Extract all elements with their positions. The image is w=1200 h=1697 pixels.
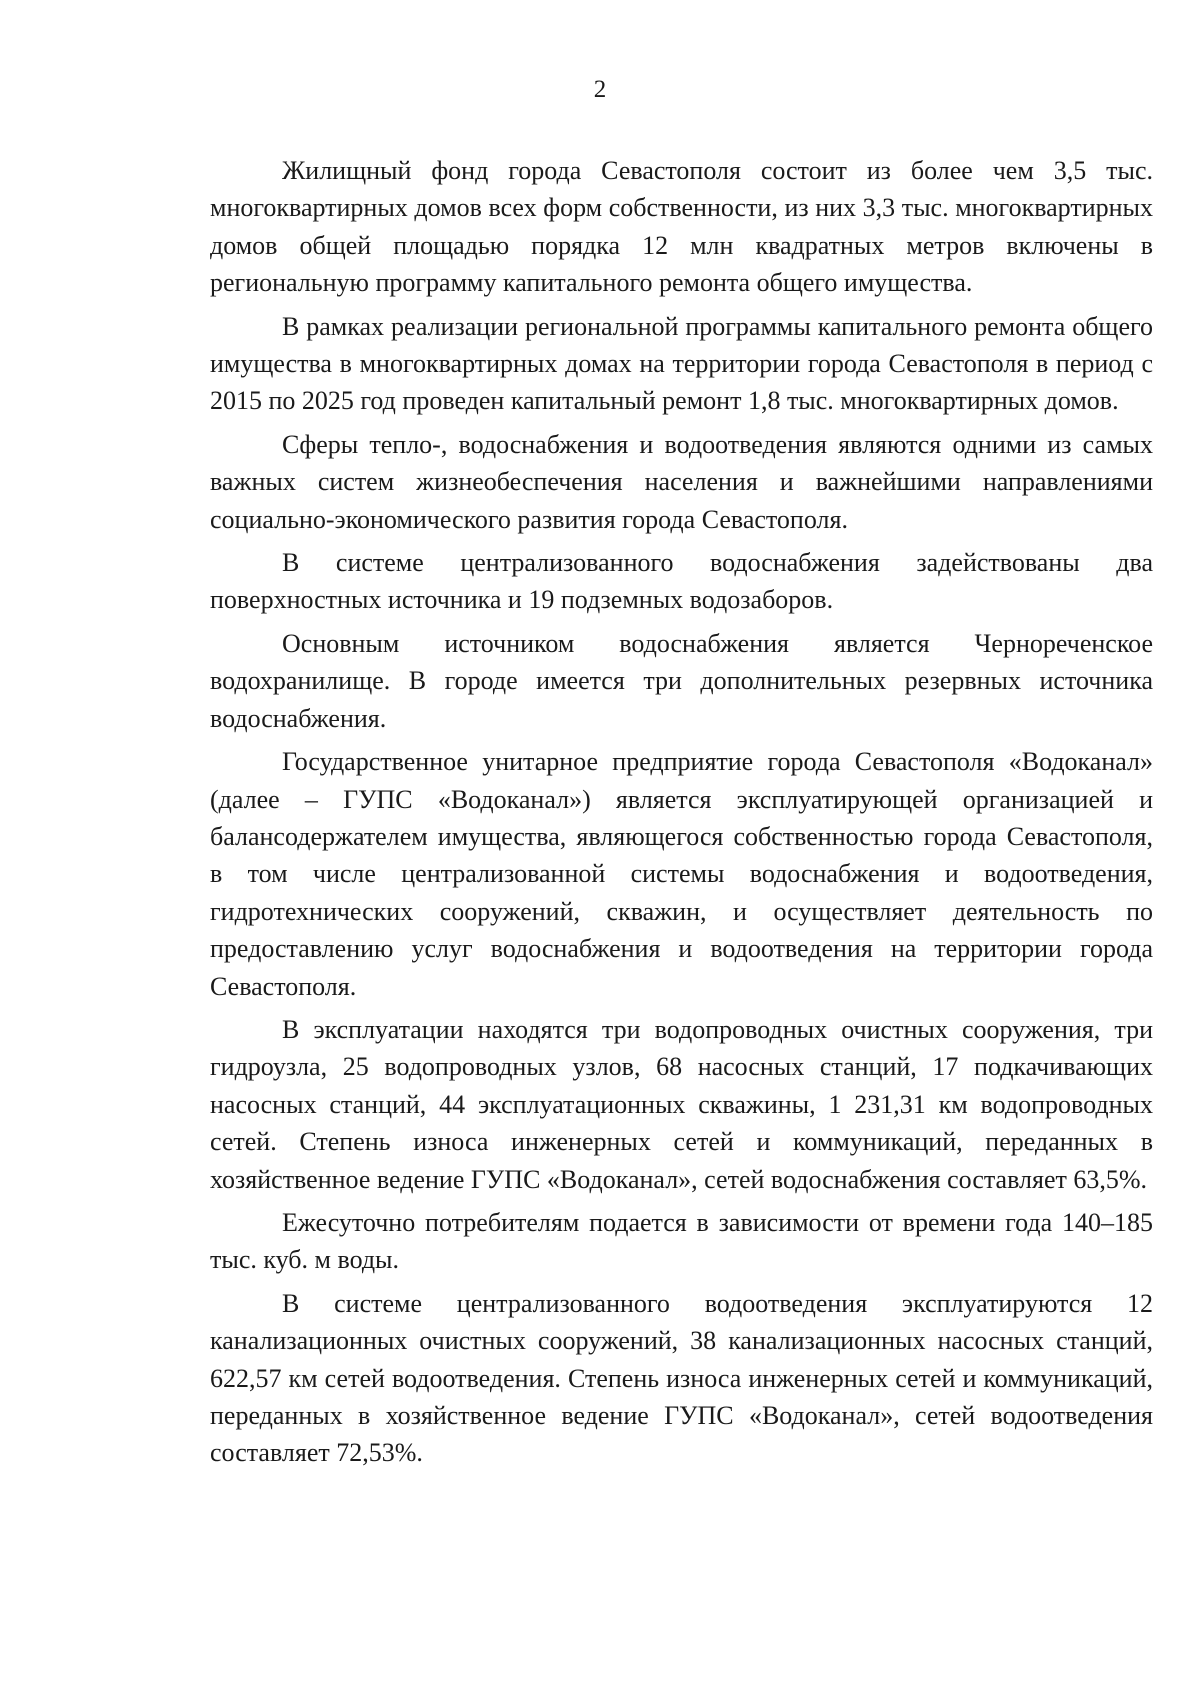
- paragraph-sewerage: В системе централизованного водоотведения эксплуатируются 12 канализационных очистных сооружений, 38 канализационных насосных станций, 622,57 км сетей водоотведения. Степень износа инженерных сетей и коммуникаций, переданных в хозяйственное ведение ГУПС «Водоканал», сетей водоотведения составляет 72,53%.: [210, 1288, 1153, 1468]
- paragraph-capital-repair: В рамках реализации региональной программы капитального ремонта общего имущества в многоквартирных домах на территории города Севастополя в период с 2015 по 2025 год проведен капитальный ремонт 1,8 тыс. многоквартирных домов.: [210, 311, 1153, 416]
- paragraph-utilities-spheres: Сферы тепло-, водоснабжения и водоотведения являются одними из самых важных систем жизнеобеспечения населения и важнейшими направлениями социально-экономического развития города Севастополя.: [210, 429, 1153, 534]
- paragraph-daily-supply: Ежесуточно потребителям подается в зависимости от времени года 140–185 тыс. куб. м воды.: [210, 1207, 1153, 1275]
- page-number: 2: [593, 76, 607, 103]
- paragraph-housing-fund: Жилищный фонд города Севастополя состоит из более чем 3,5 тыс. многоквартирных домов всех форм собственности, из них 3,3 тыс. многоквартирных домов общей площадью порядка 12 млн квадратных метров включены в региональную программу капитального ремонта общего имущества.: [210, 156, 1153, 298]
- paragraph-vodokanal: Государственное унитарное предприятие города Севастополя «Водоканал» (далее – ГУПС «Водоканал») является эксплуатирующей организацией и балансодержателем имущества, являющегося собственностью города Севастополя, в том числе централизованной системы водоснабжения и водоотведения, гидротехнических сооружений, скважин, и осуществляет деятельность по предоставлению услуг водоснабжения и водоотведения на территории города Севастополя.: [210, 747, 1153, 1001]
- document-body: [210, 152, 1153, 1478]
- paragraph-water-facilities: В эксплуатации находятся три водопроводных очистных сооружения, три гидроузла, 25 водопроводных узлов, 68 насосных станций, 17 подкачивающих насосных станций, 44 эксплуатационных скважины, 1 231,31 км водопроводных сетей. Степень износа инженерных сетей и коммуникаций, переданных в хозяйственное ведение ГУПС «Водоканал», сетей водоснабжения составляет 63,5%.: [210, 1014, 1153, 1194]
- paragraph-water-sources: В системе централизованного водоснабжения задействованы два поверхностных источника и 19 подземных водозаборов.: [210, 548, 1153, 615]
- paragraph-main-source: Основным источником водоснабжения является Чернореченское водохранилище. В городе имеется три дополнительных резервных источника водоснабжения.: [210, 628, 1153, 733]
